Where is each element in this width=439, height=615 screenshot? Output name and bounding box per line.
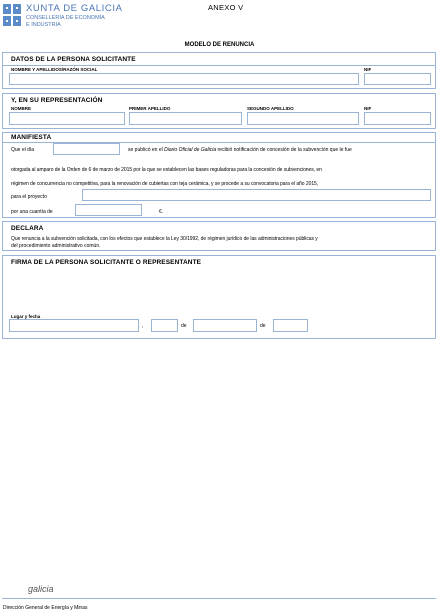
comma-separator: ,: [142, 323, 144, 329]
rep-nif-field[interactable]: [364, 112, 431, 125]
applicant-section: [2, 52, 436, 89]
regime-text: régimen de concurrencia no competitiva, para la renovación de cubiertas con teja cerámica, y se procede a su convocatoria para el año 2015,: [11, 181, 319, 187]
publication-date-field[interactable]: [53, 143, 120, 155]
place-date-label: Lugar y fecha: [11, 314, 41, 319]
annex-label: ANEXO V: [208, 3, 244, 12]
nif-label: NIF: [364, 67, 372, 72]
signature-title: FIRMA DE LA PERSONA SOLICITANTE O REPRESENTANTE: [11, 259, 202, 266]
section-divider: [3, 65, 435, 66]
place-field[interactable]: [9, 319, 139, 332]
order-text: otorgada al amparo de la Orden de 6 de marzo de 2015 por la que se establecen las bases reguladoras para la concesión de subvenciones, en: [11, 167, 322, 173]
surname1-label: PRIMER APELLIDO: [129, 106, 171, 111]
month-field[interactable]: [193, 319, 257, 332]
manifiesta-title: MANIFIESTA: [11, 134, 52, 141]
xunta-logo-icon: [3, 4, 21, 26]
currency-symbol: €.: [159, 209, 164, 215]
rep-surname2-field[interactable]: [247, 112, 359, 125]
first-name-label: NOMBRE: [11, 106, 31, 111]
project-field[interactable]: [82, 189, 431, 201]
rep-first-name-field[interactable]: [9, 112, 125, 125]
project-label: para el proyecto: [11, 194, 47, 200]
name-label: NOMBRE Y APELLIDOS/RAZÓN SOCIAL: [11, 67, 98, 72]
date-prefix-text: Que el día: [11, 147, 35, 153]
direction-name: Dirección General de Energía y Minas: [3, 605, 88, 611]
de-label-1: de: [181, 323, 187, 329]
galicia-logo: galicia: [28, 584, 54, 594]
amount-field[interactable]: [75, 204, 142, 216]
signature-section: [2, 255, 436, 339]
declara-title: DECLARA: [11, 225, 44, 232]
applicant-nif-field[interactable]: [364, 73, 431, 85]
declara-text-line2: del procedimiento administrativo común.: [11, 243, 101, 249]
department-name: CONSELLERÍA DE ECONOMÍA E INDUSTRIA: [26, 15, 105, 28]
amount-label: por una cuantía de: [11, 209, 53, 215]
form-title: MODELO DE RENUNCIA: [184, 42, 255, 48]
de-label-2: de: [260, 323, 266, 329]
declara-text-line1: Que renuncia a la subvención solicitada, con los efectos que establece la Ley 30/1992, de régimen jurídico de las administraciones públicas y: [11, 236, 318, 242]
representative-title: Y, EN SU REPRESENTACIÓN: [11, 97, 103, 104]
applicant-name-field[interactable]: [9, 73, 359, 85]
manifiesta-section: [2, 132, 436, 218]
applicant-title: DATOS DE LA PERSONA SOLICITANTE: [11, 56, 136, 63]
surname2-label: SEGUNDO APELLIDO: [247, 106, 294, 111]
footer-rule: [2, 598, 436, 599]
representative-section: [2, 93, 436, 129]
rep-surname1-field[interactable]: [129, 112, 242, 125]
brand-name: XUNTA DE GALICIA: [26, 3, 123, 14]
year-field[interactable]: [273, 319, 308, 332]
declara-section: [2, 221, 436, 251]
published-text: se publicó en el Diario Oficial de Galicia recibió notificación de concesión de la subvención que le fue: [128, 147, 352, 153]
day-field[interactable]: [151, 319, 178, 332]
rep-nif-label: NIF: [364, 106, 372, 111]
